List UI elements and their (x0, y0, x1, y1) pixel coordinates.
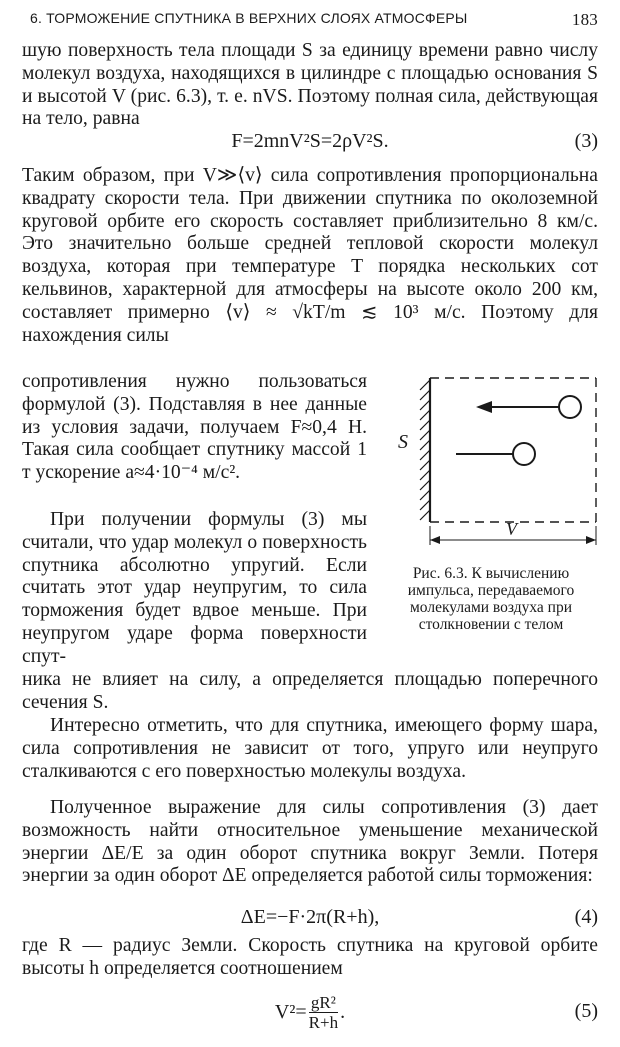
molecule-1 (559, 396, 581, 418)
paragraph-6-text: где R — радиус Земли. Скорость спутника на круговой орбите высоты h определяется соотношением (22, 935, 598, 979)
paragraph-4 (22, 715, 598, 783)
equation-4-formula: ΔE=−F·2π(R+h), (240, 906, 380, 928)
paragraph-3-full-text: ника не влияет на силу, а определяется площадью поперечного сечения S. (22, 669, 598, 713)
equation-5-tail: . (340, 1000, 346, 1023)
paragraph-2-continued (22, 371, 367, 485)
label-v: V (506, 519, 517, 539)
equation-4 (22, 906, 598, 932)
molecule-1-arrow-icon (476, 401, 492, 413)
paragraph-1-text: шую поверхность тела площади S за единицу времени равно числу молекул воздуха, находящихся в цилиндре с площадью основания S и высотой V (рис. 6.3), т. е. nVS. Поэтому полная сила, действующая на тело, равна (22, 40, 598, 130)
chapter-title: 6. ТОРМОЖЕНИЕ СПУТНИКА В ВЕРХНИХ СЛОЯХ АТМОСФЕРЫ (30, 10, 468, 26)
figure-caption: Рис. 6.3. К вычислению импульса, передаваемого молекулами воздуха при столкновении с телом (407, 565, 575, 633)
paragraph-5-text: Полученное выражение для силы сопротивления (3) дает возможность найти относительное уменьшение механической энергии ΔE/E за один оборот спутника вокруг Земли. Потеря энергии за один оборот ΔE определяется работой силы торможения: (22, 797, 598, 887)
equation-3-formula: F=2mnV²S=2ρV²S. (231, 130, 389, 152)
paragraph-2-cont-text: сопротивления нужно пользоваться формулой (3). Подставляя в нее данные из условия задачи, получаем F≈0,4 Н. Такая сила сообщает спутнику массой 1 т ускорение a≈4·10⁻⁴ м/с². (22, 371, 367, 484)
wall-hatching (420, 380, 430, 520)
equation-3-number: (3) (574, 130, 598, 152)
equation-5-fraction (309, 993, 338, 1032)
label-s: S (398, 431, 408, 453)
equation-5-denominator: R+h (308, 1012, 339, 1032)
equation-5-formula (22, 990, 598, 1034)
figure-6-3 (378, 370, 603, 570)
paragraph-3-narrow (22, 509, 367, 669)
paragraph-2-text: Таким образом, при V≫⟨v⟩ сила сопротивления пропорциональна квадрату скорости тела. При движении спутника по околоземной круговой орбите его скорость составляет приблизительно 8 км/с. Это значительно больше средней тепловой скорости молекул воздуха, которая при температуре T порядка нескольких сот кельвинов, характерной для атмосферы на высоте около 200 км, составляет примерно ⟨v⟩ ≈ √kT/m ≲ 10³ м/с. Поэтому для нахождения силы (22, 165, 598, 346)
equation-5-lhs: V²= (274, 1000, 307, 1023)
running-header (30, 10, 598, 30)
molecule-2 (513, 443, 535, 465)
dimension-right-arrow-icon (586, 536, 596, 544)
equation-3 (22, 130, 598, 156)
paragraph-2 (22, 165, 598, 347)
paragraph-3-full (22, 669, 598, 715)
paragraph-1 (22, 40, 598, 131)
page-number: 183 (571, 10, 598, 29)
equation-5 (22, 990, 598, 1034)
paragraph-5 (22, 797, 598, 888)
paragraph-6 (22, 935, 598, 981)
dimension-left-arrow-icon (430, 536, 440, 544)
equation-4-number: (4) (574, 906, 598, 928)
equation-5-numerator: gR² (310, 992, 336, 1012)
paragraph-4-text: Интересно отметить, что для спутника, имеющего форму шара, сила сопротивления не зависит от того, упруго или неупруго сталкиваются с его поверхностью молекулы воздуха. (22, 715, 598, 782)
paragraph-3-narrow-text: При получении формулы (3) мы считали, что удар молекул о поверхность спутника абсолютно упругий. Если считать этот удар неупругим, то сила торможения будет вдвое меньше. При неупругом ударе форма поверхности спут- (22, 509, 367, 667)
equation-5-number: (5) (574, 1000, 598, 1022)
